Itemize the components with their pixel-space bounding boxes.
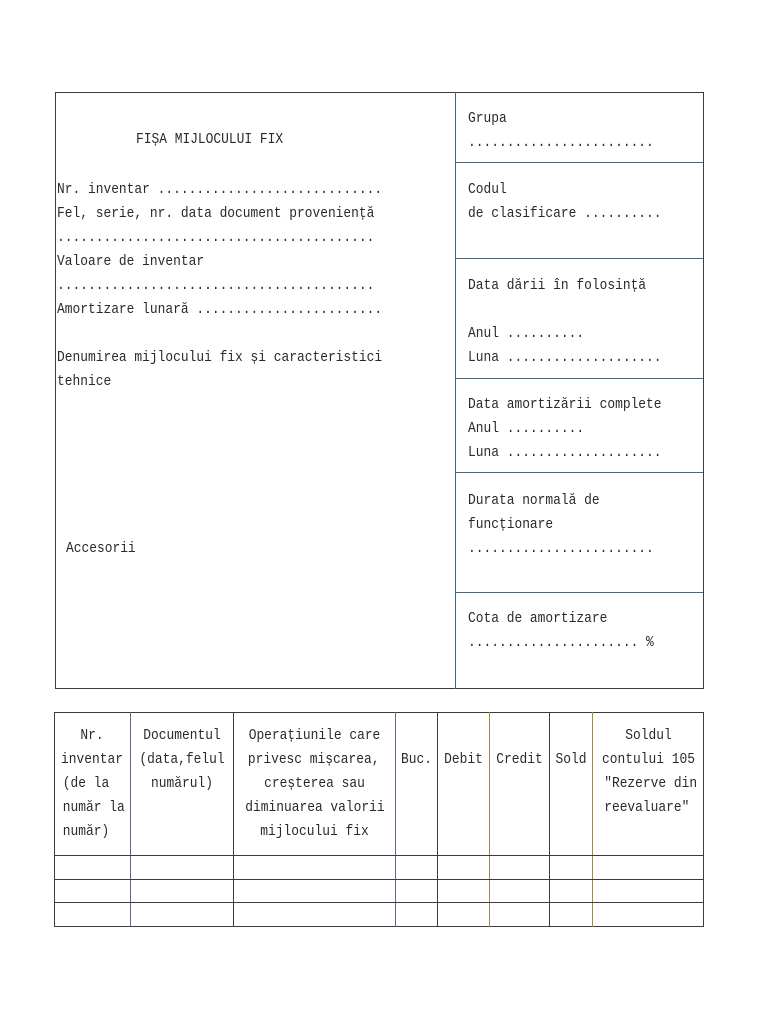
col-line-5 <box>489 712 490 927</box>
col-header-line: creșterea sau <box>264 775 365 792</box>
col-header-line: (de la <box>62 775 110 792</box>
cota-amortizare-label: Cota de amortizare <box>468 610 608 627</box>
valoare-inventar-label: Valoare de inventar <box>57 253 205 270</box>
col-header-line: privesc mișcarea, <box>247 751 380 768</box>
data-darii-label: Data dării în folosință <box>468 277 647 294</box>
col-header-line: numărul) <box>151 775 213 792</box>
col-header-line: număr la <box>62 799 125 816</box>
divider-data-amortizarii <box>456 472 703 473</box>
divider-codul <box>456 258 703 259</box>
denumire-line-2: tehnice <box>57 373 112 390</box>
form-title: FIȘA MIJLOCULUI FIX <box>136 131 284 148</box>
col-header-line: mijlocului fix <box>260 823 369 840</box>
codul-label: Codul <box>468 181 507 198</box>
row-line-2 <box>54 902 704 903</box>
col-header-line: Debit <box>444 751 483 768</box>
divider-durata <box>456 592 703 593</box>
col-header-buc <box>396 748 437 772</box>
valoare-inventar-dots: ......................................... <box>57 277 375 294</box>
col-header-nr-inventar <box>54 724 130 844</box>
col-header-line: reevaluare" <box>604 799 690 816</box>
data-amortizarii-label: Data amortizării complete <box>468 396 662 413</box>
col-line-3 <box>395 712 396 927</box>
grupa-label: Grupa <box>468 110 507 127</box>
col-header-line: (data,felul <box>139 751 225 768</box>
header-bottom-line <box>54 855 704 856</box>
denumire-line-1: Denumirea mijlocului fix și caracteristici <box>57 349 383 366</box>
cota-amortizare-dots: ...................... % <box>468 634 654 651</box>
col-header-line: contului 105 <box>602 751 695 768</box>
col-header-line: Credit <box>496 751 543 768</box>
nr-inventar-field: Nr. inventar ............................. <box>57 181 383 198</box>
right-column-divider <box>455 92 456 689</box>
col-header-line: inventar <box>61 751 123 768</box>
col-header-sold <box>550 748 592 772</box>
luna-field-1: Luna .................... <box>468 349 662 366</box>
col-header-line: diminuarea valorii <box>245 799 385 816</box>
fel-serie-label: Fel, serie, nr. data document proveniență <box>57 205 375 222</box>
grupa-dots: ........................ <box>468 134 654 151</box>
fel-serie-dots: ......................................... <box>57 229 375 246</box>
anul-field-1: Anul .......... <box>468 325 585 342</box>
clasificare-field: de clasificare .......... <box>468 205 662 222</box>
col-line-6 <box>549 712 550 927</box>
durata-line-1: Durata normală de <box>468 492 600 509</box>
divider-grupa <box>456 162 703 163</box>
durata-dots: ........................ <box>468 540 654 557</box>
col-header-line: Documentul <box>143 727 221 744</box>
row-line-1 <box>54 879 704 880</box>
col-header-credit <box>490 748 549 772</box>
col-header-line: Buc. <box>401 751 432 768</box>
col-header-soldul-contului-105 <box>593 724 704 820</box>
amortizare-lunara-field: Amortizare lunară ........................ <box>57 301 383 318</box>
luna-field-2: Luna .................... <box>468 444 662 461</box>
anul-field-2: Anul .......... <box>468 420 585 437</box>
col-header-debit <box>438 748 489 772</box>
col-header-line: Sold <box>555 751 587 768</box>
col-header-line: Soldul <box>625 727 672 744</box>
col-header-documentul <box>131 724 233 796</box>
col-header-line: număr) <box>62 823 110 840</box>
col-header-operatiunile <box>234 724 395 844</box>
accesorii-label: Accesorii <box>66 540 136 557</box>
col-header-line: "Rezerve din <box>604 775 698 792</box>
divider-data-darii <box>456 378 703 379</box>
col-header-line: Nr. <box>80 727 104 744</box>
durata-line-2: funcționare <box>468 516 554 533</box>
col-line-4 <box>437 712 438 927</box>
col-header-line: Operațiunile care <box>248 727 381 744</box>
